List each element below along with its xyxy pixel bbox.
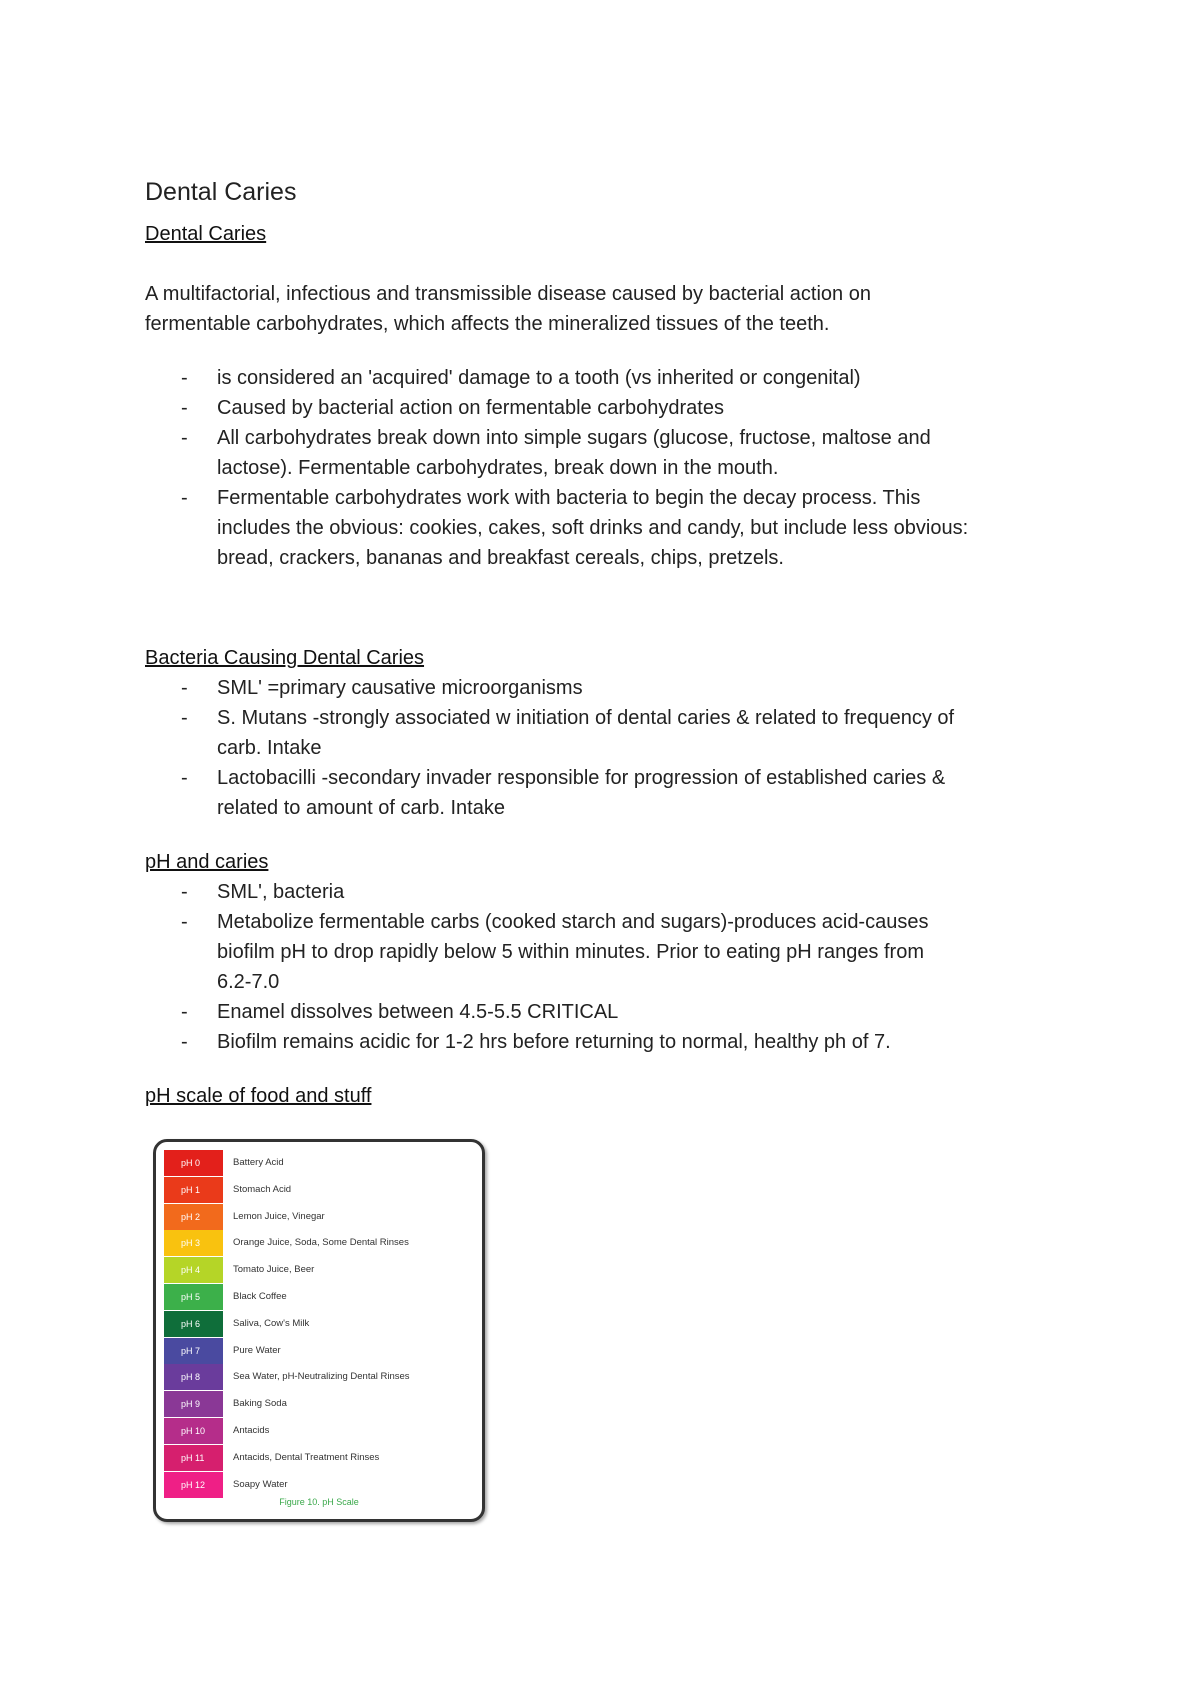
ph-value-chip: pH 10: [164, 1418, 223, 1444]
list-item: - Caused by bacterial action on fermentable carbohydrates: [181, 397, 724, 419]
list-item: - Metabolize fermentable carbs (cooked starch and sugars)-produces acid-causes biofilm pH to drop rapidly below 5 within minutes. Prior to eating pH ranges from 6.2-7.0: [181, 911, 929, 993]
ph-row: [164, 1418, 464, 1444]
ph-example-label: Antacids, Dental Treatment Rinses: [233, 1451, 380, 1463]
list-item: - S. Mutans -strongly associated w initiation of dental caries & related to frequency of carb. Intake: [181, 707, 955, 759]
ph-value-chip: pH 11: [164, 1445, 223, 1471]
ph-example-label: Pure Water: [233, 1344, 281, 1356]
ph-row: [164, 1311, 464, 1337]
list-item: - Lactobacilli -secondary invader responsible for progression of established caries & related to amount of carb. Intake: [181, 767, 946, 819]
ph-example-label: Stomach Acid: [233, 1183, 292, 1195]
ph-row: [164, 1445, 464, 1471]
document-page: [145, 178, 1065, 1111]
ph-value-chip: pH 1: [164, 1177, 223, 1203]
ph-value-chip: pH 0: [164, 1150, 223, 1176]
definition-paragraph: [145, 279, 1065, 339]
ph-value-chip: pH 7: [164, 1338, 223, 1364]
section-heading-dental-caries: Dental Caries: [145, 223, 267, 245]
bacteria-bullet-list: [145, 673, 1065, 823]
list-item: - All carbohydrates break down into simple sugars (glucose, fructose, maltose and lactose). Fermentable carbohydrates, break down in the mouth.: [181, 427, 931, 479]
ph-example-label: Sea Water, pH-Neutralizing Dental Rinses: [233, 1371, 410, 1383]
ph-example-label: Baking Soda: [233, 1398, 287, 1410]
list-item: - SML', bacteria: [181, 881, 345, 903]
ph-example-label: Black Coffee: [233, 1291, 287, 1302]
ph-row: [164, 1204, 464, 1230]
ph-value-chip: pH 4: [164, 1257, 223, 1283]
ph-example-label: Lemon Juice, Vinegar: [233, 1210, 325, 1222]
ph-row: [164, 1364, 464, 1390]
ph-value-chip: pH 6: [164, 1311, 223, 1337]
ph-example-label: Orange Juice, Soda, Some Dental Rinses: [233, 1237, 409, 1249]
list-item: - SML' =primary causative microorganisms: [181, 677, 583, 699]
section-heading-bacteria: Bacteria Causing Dental Caries: [145, 647, 425, 669]
ph-row: [164, 1391, 464, 1417]
list-item: - is considered an 'acquired' damage to a tooth (vs inherited or congenital): [181, 367, 861, 389]
ph-row: [164, 1338, 464, 1364]
ph-value-chip: pH 8: [164, 1364, 223, 1390]
section-heading-ph-caries: pH and caries: [145, 851, 269, 873]
ph-value-chip: pH 9: [164, 1391, 223, 1417]
ph-example-label: Saliva, Cow's Milk: [233, 1317, 310, 1329]
ph-row: [164, 1150, 464, 1176]
ph-row: [164, 1230, 464, 1256]
ph-row: [164, 1177, 464, 1203]
intro-bullet-list: [145, 363, 1065, 573]
ph-value-chip: pH 12: [164, 1472, 223, 1498]
paragraph-line: A multifactorial, infectious and transmissible disease caused by bacterial action on: [145, 283, 871, 305]
list-item: - Fermentable carbohydrates work with bacteria to begin the decay process. This includes the obvious: cookies, cakes, soft drinks and candy, but include less obvious: bread, crackers, bananas and breakfast cereals, chips, pretzels.: [181, 487, 969, 569]
document-title: Dental Caries: [145, 178, 297, 206]
ph-value-chip: pH 3: [164, 1230, 223, 1256]
ph-example-label: Tomato Juice, Beer: [233, 1264, 315, 1276]
paragraph-line: fermentable carbohydrates, which affects the mineralized tissues of the teeth.: [145, 313, 830, 335]
ph-value-chip: pH 5: [164, 1284, 223, 1310]
figure-caption: Figure 10. pH Scale: [279, 1497, 359, 1507]
ph-caries-bullet-list: [145, 877, 1065, 1057]
ph-row: [164, 1472, 464, 1498]
ph-scale-figure: [153, 1139, 485, 1522]
ph-example-label: Antacids: [233, 1425, 270, 1436]
ph-row: [164, 1284, 464, 1310]
ph-row: [164, 1257, 464, 1283]
list-item: - Enamel dissolves between 4.5-5.5 CRITICAL: [181, 1001, 619, 1023]
list-item: - Biofilm remains acidic for 1-2 hrs before returning to normal, healthy ph of 7.: [181, 1031, 891, 1053]
ph-example-label: Soapy Water: [233, 1478, 288, 1490]
section-heading-ph-scale: pH scale of food and stuff: [145, 1085, 372, 1107]
ph-value-chip: pH 2: [164, 1204, 223, 1230]
ph-example-label: Battery Acid: [233, 1157, 284, 1168]
